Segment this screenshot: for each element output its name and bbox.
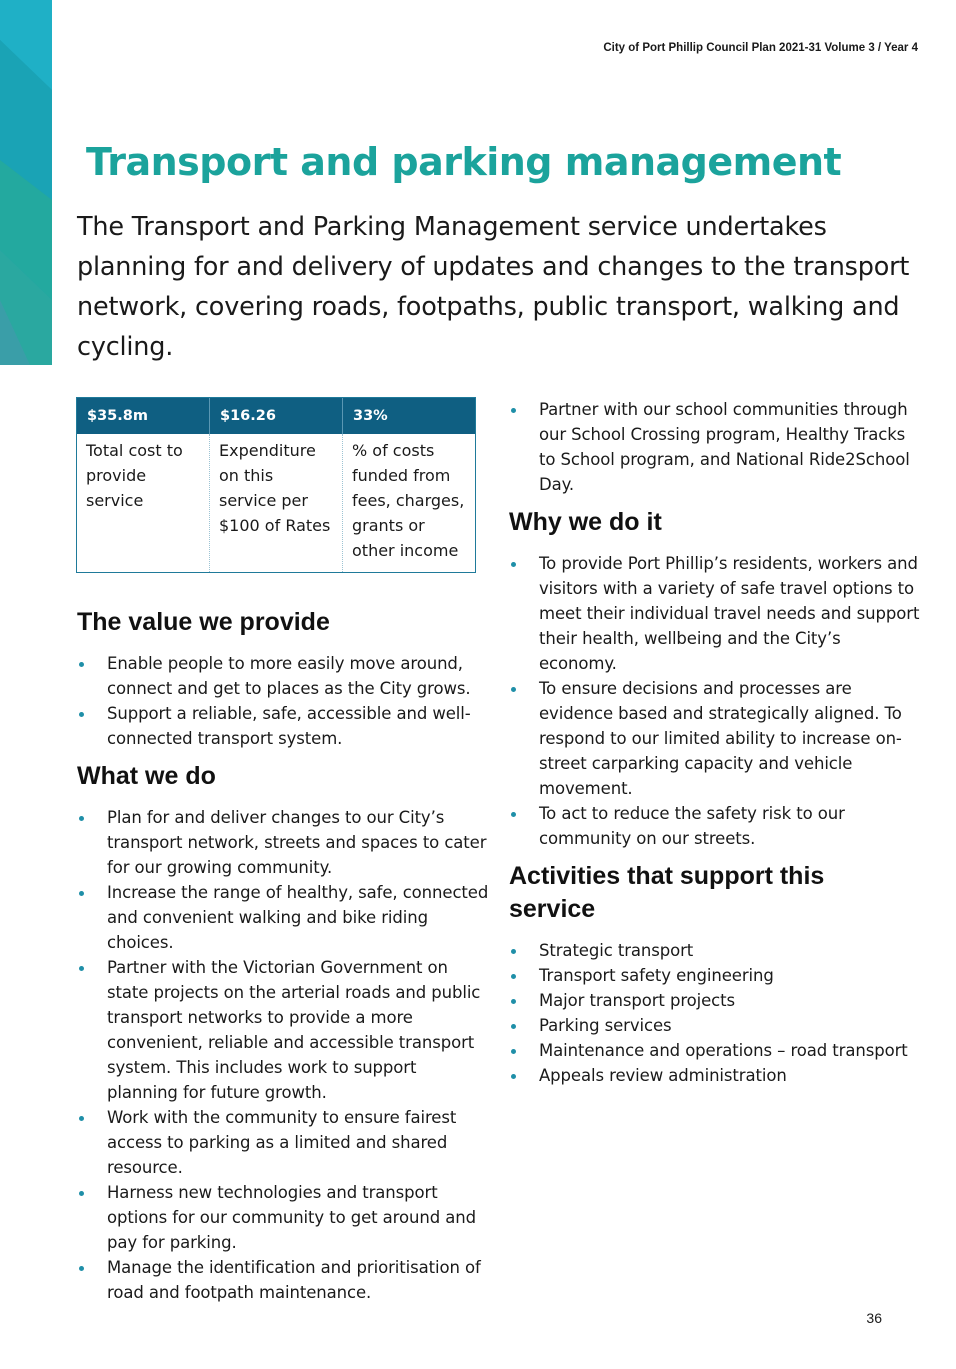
list-item: Partner with our school communities through our School Crossing program, Healthy Tracks to School program, and National Ride2School Day. [509,397,924,497]
kpi-percent-funded-label: % of costs funded from fees, charges, grants or other income [352,441,465,560]
kpi-total-cost: $35.8m [77,398,210,434]
bullet-icon [79,1191,84,1196]
bullet-icon [511,974,516,979]
list-item: Harness new technologies and transport options for our community to get around and pay for parking. [77,1180,489,1255]
kpi-percent-funded: 33% [353,408,388,424]
kpi-total-cost-label: Total cost to provide service [77,434,210,572]
bullet-icon [79,662,84,667]
list-item: To provide Port Phillip’s residents, workers and visitors with a variety of safe travel options to meet their individual travel needs and support their health, wellbeing and the City’s economy. [509,551,921,676]
why-list [509,551,921,851]
kpi-expenditure-per-100: $16.26 [210,398,343,434]
bullet-icon [511,1024,516,1029]
value-heading: The value we provide [77,608,330,636]
list-item: To ensure decisions and processes are evidence based and strategically aligned. To respond to our limited ability to increase on-street carparking capacity and vehicle movement. [509,676,921,801]
side-decoration-graphic [0,0,52,365]
bullet-icon [79,712,84,717]
page-title: Transport and parking management [86,140,842,184]
activities-list [509,938,921,1088]
list-item: Partner with the Victorian Government on state projects on the arterial roads and public transport networks to provide a more convenient, reliable and accessible transport system. This includes work to support planning for future growth. [77,955,489,1105]
list-item: Work with the community to ensure fairest access to parking as a limited and shared resource. [77,1105,489,1180]
bullet-icon [79,966,84,971]
document-header: City of Port Phillip Council Plan 2021-31 Volume 3 / Year 4 [603,42,918,54]
bullet-icon [79,1116,84,1121]
activities-heading: Activities that support this service [509,862,825,923]
what-heading: What we do [77,762,216,790]
list-item: Support a reliable, safe, accessible and well-connected transport system. [77,701,487,751]
bullet-icon [511,812,516,817]
what-list [77,805,489,1305]
bullet-icon [511,949,516,954]
bullet-icon [511,562,516,567]
bullet-icon [511,1049,516,1054]
list-item: Appeals review administration [509,1063,921,1088]
bullet-icon [79,891,84,896]
bullet-icon [511,1074,516,1079]
value-list [77,651,487,751]
bullet-icon [511,999,516,1004]
kpi-table [76,397,476,573]
list-item: Enable people to more easily move around, connect and get to places as the City grows. [77,651,487,701]
list-item: Plan for and deliver changes to our City’s transport network, streets and spaces to cater for our growing community. [77,805,489,880]
list-item: Strategic transport [509,938,921,963]
list-item: Manage the identification and prioritisation of road and footpath maintenance. [77,1255,489,1305]
list-item: Increase the range of healthy, safe, connected and convenient walking and bike riding choices. [77,880,489,955]
bullet-icon [79,1266,84,1271]
list-item: To act to reduce the safety risk to our community on our streets. [509,801,921,851]
bullet-icon [79,816,84,821]
list-item: Transport safety engineering [509,963,921,988]
page-number: 36 [866,1310,882,1326]
what-list-continued [509,397,924,497]
kpi-description-row [77,434,475,572]
list-item: Major transport projects [509,988,921,1013]
kpi-expenditure-label: Expenditure on this service per $100 of Rates [210,434,343,572]
list-item: Parking services [509,1013,921,1038]
why-heading: Why we do it [509,508,662,536]
intro-paragraph: The Transport and Parking Management service undertakes planning for and delivery of updates and changes to the transport network, covering roads, footpaths, public transport, walking and cycling. [77,212,910,362]
list-item: Maintenance and operations – road transport [509,1038,921,1063]
bullet-icon [511,408,516,413]
kpi-header-row [77,398,475,434]
bullet-icon [511,687,516,692]
